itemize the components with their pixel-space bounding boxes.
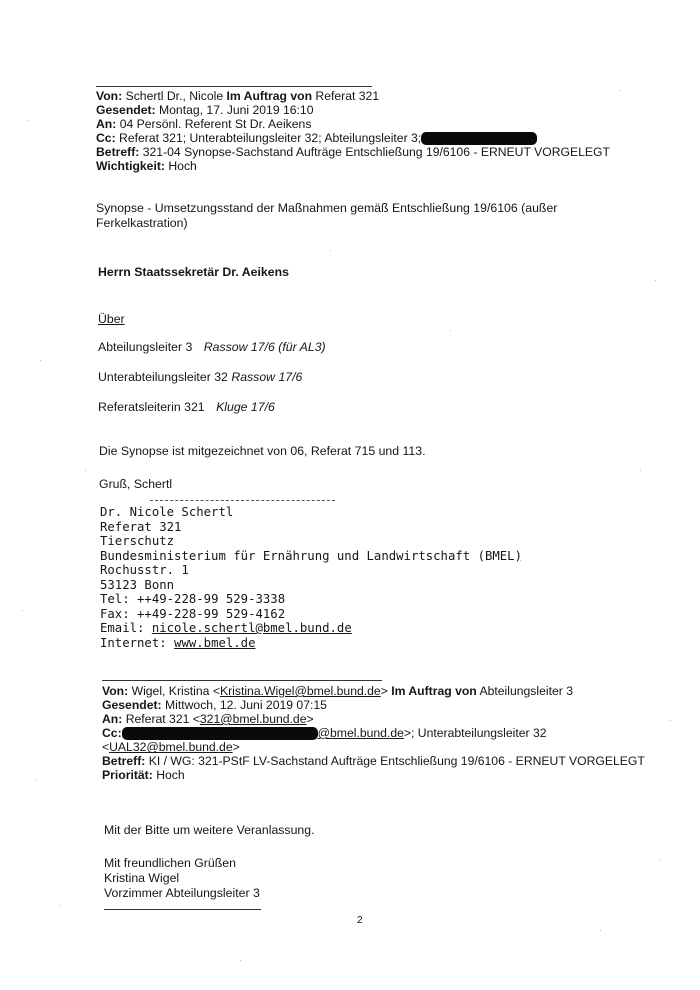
cc-email-link[interactable]: @bmel.bund.de <box>317 726 404 740</box>
email2-to-line <box>102 712 645 726</box>
sender-name: Kristina Wigel <box>104 871 180 885</box>
bracket-close: > <box>380 684 388 698</box>
cc-value: Referat 321; Unterabteilungsleiter 32; Abteilungsleiter 3; <box>119 131 422 145</box>
routing-note: Rassow 17/6 (für AL3) <box>203 340 326 354</box>
routing-note: Rassow 17/6 <box>231 370 303 384</box>
page-number: 2 <box>357 915 363 926</box>
email2-priority-line <box>102 768 645 782</box>
on-behalf-label: Im Auftrag von <box>226 89 313 103</box>
from-label: Von: <box>102 684 129 698</box>
email2-sent-line <box>102 698 645 712</box>
importance-value: Hoch <box>168 159 197 174</box>
sent-label: Gesendet: <box>102 698 162 712</box>
signature-block <box>100 505 522 650</box>
email1-from-line <box>96 89 610 103</box>
email-link[interactable]: nicole.schertl@bmel.bund.de <box>151 621 352 635</box>
cc-separator: >; <box>403 726 415 740</box>
to-email-link[interactable]: 321@bmel.bund.de <box>199 712 307 726</box>
phone-label: Tel: <box>100 592 130 606</box>
email2-from-line <box>102 684 645 698</box>
email2-cc-line2 <box>102 740 645 754</box>
on-behalf-value: Abteilungsleiter 3 <box>479 684 573 698</box>
cc-value: Unterabteilungsleiter 32 <box>417 726 547 740</box>
sent-label: Gesendet: <box>96 103 156 117</box>
on-behalf-value: Referat 321 <box>315 89 380 103</box>
email2-header <box>102 684 645 782</box>
email1-header <box>96 89 610 173</box>
footer-separator <box>104 909 261 910</box>
email1-cc-line <box>96 131 610 145</box>
priority-label: Priorität: <box>102 768 153 783</box>
to-value: Referat 321 <box>125 712 190 726</box>
subject-label: Betreff: <box>96 145 140 160</box>
synopsis-paragraph <box>96 201 557 231</box>
routing-role: Referatsleiterin 321 <box>98 400 205 414</box>
routing-row-ref321 <box>98 400 275 415</box>
email2-cc-line <box>102 726 645 740</box>
importance-label: Wichtigkeit: <box>96 159 165 174</box>
to-label: An: <box>102 712 123 726</box>
closing-block <box>104 856 260 901</box>
signature-name: Dr. Nicole Schertl <box>100 505 234 519</box>
website-link[interactable]: www.bmel.de <box>174 635 256 650</box>
subject-value: KI / WG: 321-PStF LV-Sachstand Aufträge Entschließung 19/6106 - ERNEUT VORGELEGT <box>148 754 645 769</box>
request-line: Mit der Bitte um weitere Veranlassung. <box>104 823 315 837</box>
signature-city: 53123 Bonn <box>100 577 175 592</box>
fax-value: ++49-228-99 529-4162 <box>137 606 286 621</box>
subject-value: 321-04 Synopse-Sachstand Aufträge Entschließung 19/6106 - ERNEUT VORGELEGT <box>142 145 610 160</box>
signature-fax <box>100 607 522 622</box>
signature-internet <box>100 636 522 651</box>
closing: Mit freundlichen Grüßen <box>104 856 236 870</box>
cosigned-statement: Die Synopse ist mitgezeichnet von 06, Referat 715 und 113. <box>99 444 426 458</box>
from-value: Wigel, Kristina <box>131 684 210 698</box>
header-separator-forward <box>102 680 382 681</box>
priority-value: Hoch <box>156 768 185 783</box>
sender-role: Vorzimmer Abteilungsleiter 3 <box>104 886 260 900</box>
internet-label: Internet: <box>100 635 167 650</box>
ueber-heading: Über <box>98 312 125 326</box>
routing-row-al3 <box>98 340 326 355</box>
header-separator-top <box>96 86 372 87</box>
to-value: 04 Persönl. Referent St Dr. Aeikens <box>119 117 312 131</box>
email-label: Email: <box>100 621 145 635</box>
sent-value: Mittwoch, 12. Juni 2019 07:15 <box>165 698 327 712</box>
signature-street: Rochusstr. 1 <box>100 563 189 577</box>
email1-importance-line <box>96 159 610 173</box>
fax-label: Fax: <box>100 606 130 621</box>
from-value: Schertl Dr., Nicole <box>125 89 224 103</box>
routing-row-ual32 <box>98 370 302 385</box>
signature-email <box>100 621 522 636</box>
signature-department: Tierschutz <box>100 534 175 548</box>
bracket-open: < <box>212 684 220 698</box>
bracket-close: > <box>306 712 314 726</box>
intro-line-1: Synopse - Umsetzungsstand der Maßnahmen gemäß Entschließung 19/6106 (außer <box>96 201 558 215</box>
greeting: Gruß, Schertl <box>99 477 173 491</box>
to-label: An: <box>96 117 117 131</box>
routing-role: Abteilungsleiter 3 <box>98 340 193 354</box>
signature-unit: Referat 321 <box>100 519 182 534</box>
from-label: Von: <box>96 89 123 103</box>
redaction-box <box>122 727 318 740</box>
sent-value: Montag, 17. Juni 2019 16:10 <box>159 103 314 117</box>
redaction-box <box>421 132 537 145</box>
email2-subject-line <box>102 754 645 768</box>
from-email-link[interactable]: Kristina.Wigel@bmel.bund.de <box>219 684 381 698</box>
signature-phone <box>100 592 522 607</box>
bracket-open: < <box>102 740 110 755</box>
cc-label: Cc: <box>96 131 116 145</box>
cc-label: Cc: <box>102 726 122 740</box>
email1-subject-line <box>96 145 610 159</box>
signature-separator <box>150 500 335 501</box>
signature-ministry: Bundesministerium für Ernährung und Landwirtschaft (BMEL) <box>100 548 522 563</box>
email1-to-line <box>96 117 610 131</box>
subject-label: Betreff: <box>102 754 146 769</box>
email1-sent-line <box>96 103 610 117</box>
cc-email2-link[interactable]: UAL32@bmel.bund.de <box>109 740 233 755</box>
phone-value: ++49-228-99 529-3338 <box>137 592 286 606</box>
on-behalf-label: Im Auftrag von <box>391 684 477 698</box>
routing-note: Kluge 17/6 <box>216 400 275 414</box>
routing-role: Unterabteilungsleiter 32 <box>98 370 228 384</box>
bracket-close: > <box>232 740 240 755</box>
addressee: Herrn Staatssekretär Dr. Aeikens <box>98 265 289 279</box>
bracket-open: < <box>192 712 200 726</box>
intro-line-2: Ferkelkastration) <box>96 216 188 230</box>
